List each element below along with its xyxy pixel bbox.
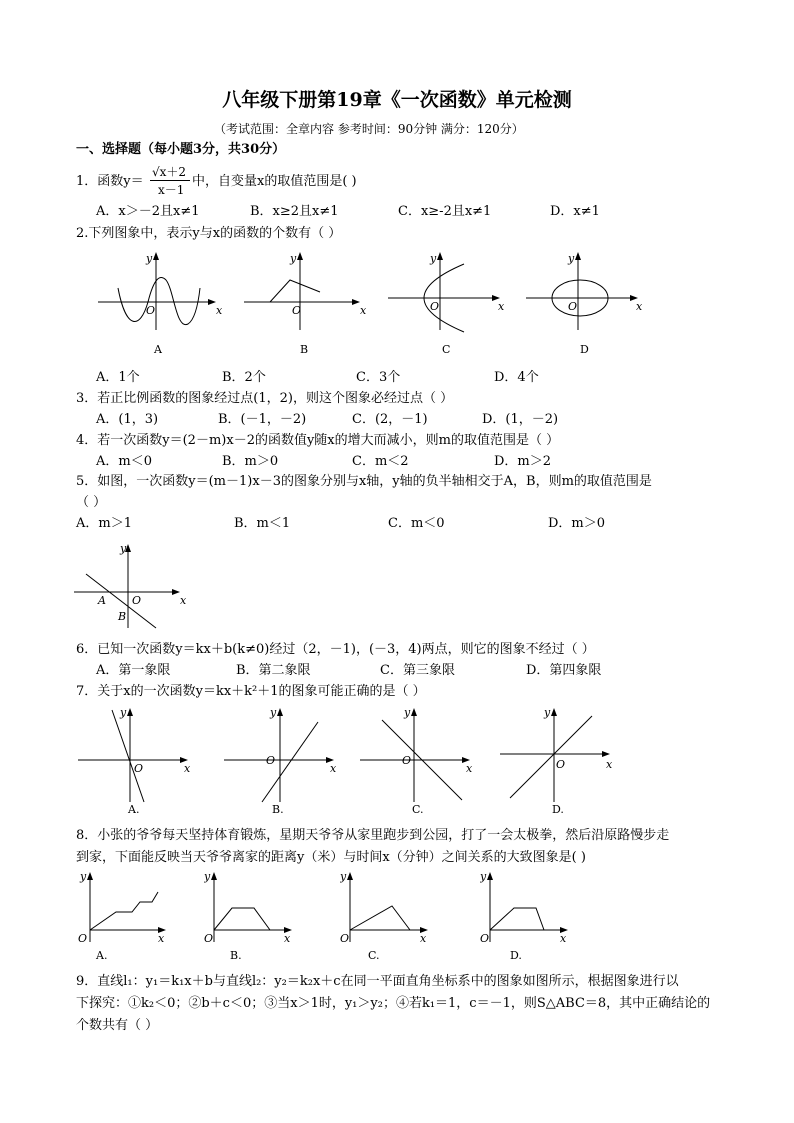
q5-point-b-label: B: [118, 610, 127, 623]
svg-text:O: O: [204, 932, 214, 945]
svg-text:O: O: [134, 762, 144, 775]
q4-option-a: A．m＜0: [96, 454, 152, 469]
svg-text:y: y: [270, 706, 277, 719]
q2-graph-a-label: A: [154, 343, 162, 356]
q6-option-c: C．第三象限: [380, 663, 455, 678]
q2-option-c: C．3个: [356, 370, 401, 385]
q8-graph-d: [480, 866, 580, 950]
q8-stem-line1: 8．小张的爷爷每天坚持体育锻炼，星期天爷爷从家里跑步到公园，打了一会太极拳，然后沿原路慢步走: [76, 828, 670, 843]
q5-stem: 5．如图，一次函数y＝(m－1)x－3的图象分别与x轴，y轴的负半轴相交于A，B，则m的取值范围是: [76, 474, 652, 489]
q5-stem-continued: （ ）: [76, 495, 107, 510]
svg-text:y: y: [290, 252, 297, 265]
q5-graph: [72, 536, 202, 634]
q2-graph-d-label: D: [580, 343, 589, 356]
q5-origin-label: O: [132, 594, 142, 607]
q3-option-a: A．(1，3): [96, 412, 159, 427]
q7-graph-d-label: D.: [552, 803, 564, 816]
svg-text:O: O: [402, 754, 412, 767]
q6-option-d: D．第四象限: [526, 663, 602, 678]
q4-option-c: C．m＜2: [352, 454, 409, 469]
svg-text:O: O: [480, 932, 490, 945]
q7-graph-d: [498, 702, 628, 810]
q5-option-c: C．m＜0: [388, 516, 445, 531]
q8-graph-a: [76, 866, 176, 950]
q1-option-d: D．x≠1: [550, 204, 600, 219]
q1-fraction-bar: [150, 180, 190, 181]
svg-text:x: x: [330, 762, 337, 775]
svg-text:x: x: [466, 762, 473, 775]
q5-point-a-label: A: [98, 594, 106, 607]
q7-graph-c-label: C.: [412, 803, 424, 816]
q7-graph-b-label: B.: [272, 803, 284, 816]
svg-text:y: y: [340, 870, 347, 883]
q6-option-b: B．第二象限: [236, 663, 311, 678]
svg-text:y: y: [544, 706, 551, 719]
q3-option-d: D．(1，－2): [482, 412, 559, 427]
svg-text:y: y: [568, 252, 575, 265]
svg-text:x: x: [498, 300, 505, 313]
exam-info: （考试范围：全章内容 参考时间：90分钟 满分：120分）: [214, 122, 524, 136]
q3-option-b: B．(－1，－2): [218, 412, 307, 427]
svg-text:x: x: [158, 932, 165, 945]
q1-fraction-numerator: √x＋2: [152, 165, 187, 179]
q3-stem: 3．若正比例函数的图象经过点(1，2)，则这个图象必经过点（ ）: [76, 391, 454, 406]
q1-option-b: B．x≥2且x≠1: [250, 204, 339, 219]
q2-option-a: A．1个: [96, 370, 140, 385]
q2a-y-label: y: [146, 252, 153, 265]
q2-graph-b-label: B: [300, 343, 309, 356]
svg-text:O: O: [78, 932, 88, 945]
q2a-origin: O: [146, 304, 156, 317]
q2-option-b: B．2个: [222, 370, 266, 385]
svg-text:x: x: [184, 762, 191, 775]
q8-graph-a-label: A.: [96, 949, 108, 962]
q1-stem-start: 1．函数y＝: [76, 174, 144, 189]
svg-text:y: y: [204, 870, 211, 883]
q5-option-b: B．m＜1: [234, 516, 291, 531]
section-heading: 一、选择题（每小题3分，共30分）: [76, 142, 286, 157]
q8-graph-c-label: C.: [368, 949, 380, 962]
svg-text:x: x: [420, 932, 427, 945]
svg-text:y: y: [404, 706, 411, 719]
q2-graph-d: [522, 244, 652, 338]
svg-text:x: x: [284, 932, 291, 945]
svg-text:y: y: [120, 542, 127, 555]
q2-graph-b: [240, 244, 370, 338]
svg-text:y: y: [430, 252, 437, 265]
q6-stem: 6．已知一次函数y＝kx＋b(k≠0)经过（2，－1)，(－3，4)两点，则它的图象不经过（ ）: [76, 642, 595, 657]
svg-text:y: y: [120, 706, 127, 719]
q2-graph-a: [96, 244, 226, 338]
q7-graph-c: [358, 702, 488, 810]
q3-option-c: C．(2，－1): [352, 412, 428, 427]
q8-graph-b-label: B.: [230, 949, 242, 962]
q2-stem: 2.下列图象中，表示y与x的函数的个数有（ ）: [76, 226, 342, 241]
q2a-x-label: x: [216, 304, 223, 317]
q4-option-d: D．m＞2: [494, 454, 552, 469]
q8-graph-d-label: D.: [510, 949, 522, 962]
svg-text:x: x: [560, 932, 567, 945]
q6-option-a: A．第一象限: [96, 663, 171, 678]
svg-text:y: y: [80, 870, 87, 883]
svg-text:x: x: [360, 304, 367, 317]
svg-text:O: O: [556, 758, 566, 771]
q1-option-c: C．x≥-2且x≠1: [398, 204, 492, 219]
svg-text:O: O: [568, 300, 578, 313]
q2-option-d: D．4个: [494, 370, 539, 385]
svg-text:O: O: [266, 754, 276, 767]
svg-text:O: O: [292, 304, 302, 317]
q4-option-b: B．m＞0: [222, 454, 279, 469]
svg-text:O: O: [430, 300, 440, 313]
q9-stem-line1: 9．直线l₁：y₁＝k₁x＋b与直线l₂：y₂＝k₂x＋c在同一平面直角坐标系中的图象如图所示，根据图象进行以: [76, 974, 679, 989]
svg-text:x: x: [636, 300, 643, 313]
q8-graph-b: [204, 866, 304, 950]
svg-text:O: O: [340, 932, 350, 945]
q7-graph-a: [76, 702, 206, 810]
q9-stem-line3: 个数共有（ ）: [76, 1018, 159, 1033]
q1-stem-end: 中，自变量x的取值范围是( ): [192, 174, 357, 189]
q2-graph-c-label: C: [442, 343, 451, 356]
q8-stem-line2: 到家，下面能反映当天爷爷离家的距离y（米）与时间x（分钟）之间关系的大致图象是( ): [76, 850, 586, 865]
q5-option-d: D．m＞0: [548, 516, 606, 531]
q2-graph-c: [384, 244, 514, 338]
q7-graph-b: [222, 702, 352, 810]
q5-option-a: A．m＞1: [76, 516, 132, 531]
svg-text:x: x: [180, 594, 187, 607]
svg-text:x: x: [606, 758, 613, 771]
q4-stem: 4．若一次函数y＝(2－m)x－2的函数值y随x的增大而减小，则m的取值范围是（ ）: [76, 433, 560, 448]
q1-option-a: A．x＞－2且x≠1: [96, 204, 200, 219]
page-title: 八年级下册第19章《一次函数》单元检测: [222, 89, 572, 111]
q1-fraction-denominator: x－1: [158, 183, 185, 197]
q8-graph-c: [340, 866, 440, 950]
svg-text:y: y: [480, 870, 487, 883]
q7-stem: 7．关于x的一次函数y＝kx＋k²＋1的图象可能正确的是（ ）: [76, 684, 426, 699]
q7-graph-a-label: A.: [128, 803, 140, 816]
q9-stem-line2: 下探究：①k₂＜0；②b＋c＜0；③当x＞1时，y₁＞y₂；④若k₁＝1，c＝－1，则S△ABC＝8，其中正确结论的: [76, 996, 711, 1011]
